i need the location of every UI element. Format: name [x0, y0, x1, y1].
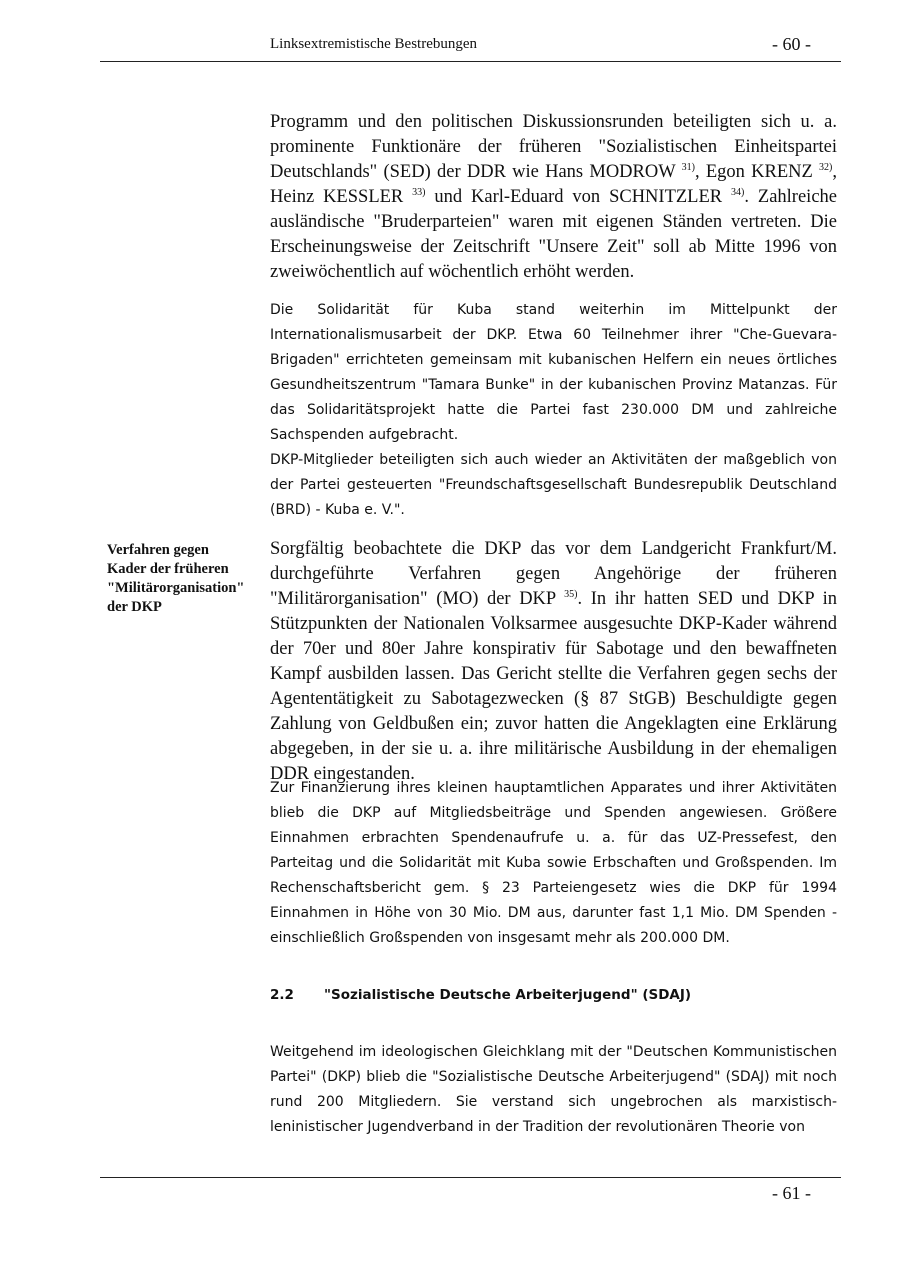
- footnote-ref: 32): [819, 162, 833, 173]
- header-rule: [100, 61, 841, 62]
- margin-note: Verfahren gegen Kader der früheren "Militärorganisation" der DKP: [107, 542, 245, 615]
- paragraph-finanzierung: Zur Finanzierung ihres kleinen hauptamtlichen Apparates und ihrer Aktivitäten blieb die DKP auf Mitgliedsbeiträge und Spenden angewiesen. Größere Einnahmen erbrachten Spendenaufrufe u. a. für das UZ-Pressefest, den Parteitag und die Solidarität mit Kuba sowie Erbschaften und Großspenden. Im Rechenschaftsbericht gem. § 23 Parteiengesetz wies die DKP für 1994 Einnahmen in Höhe von 30 Mio. DM aus, darunter fast 1,1 Mio. DM Spenden - einschließlich Großspenden von insgesamt mehr als 200.000 DM.: [270, 780, 837, 946]
- running-header-title: Linksextremistische Bestrebungen: [270, 36, 478, 52]
- paragraph-militaerorganisation: Sorgfältig beobachtete die DKP das vor dem Landgericht Frankfurt/M. durchgeführte Verfahren gegen Angehörige der früheren "Militärorganisation" (MO) der DKP $^{35)}$. In ihr hatten SED und DKP in Stützpunkten der Nationalen Volksarmee ausgesuchte DKP-Kader während der 70er und 80er Jahre konspirativ für Sabotage und den bewaffneten Kampf ausbilden lassen. Das Gericht stellte die Verfahren gegen sechs der Agententätigkeit zu Sabotagezwecken (§ 87 StGB) Beschuldigte gegen Zahlung von Geldbußen ein; zuvor hatten die Angeklagten eine Erklärung abgegeben, in der sie u. a. ihre militärische Ausbildung in der ehemaligen DDR eingestanden.: [270, 539, 837, 784]
- footnote-ref: 34): [731, 187, 745, 198]
- footnote-ref: 31): [681, 162, 695, 173]
- header-page-number: - 60 -: [772, 34, 811, 54]
- footer-page-number: - 61 -: [772, 1183, 811, 1203]
- paragraph-sdaj: Weitgehend im ideologischen Gleichklang mit der "Deutschen Kommunistischen Partei" (DKP) blieb die "Sozialistische Deutsche Arbeiterjugend" (SDAJ) mit noch rund 200 Mitgliedern. Sie verstand sich ungebrochen als marxistisch-leninistischer Jugendverband in der Tradition der revolutionären Theorie von: [270, 1044, 837, 1135]
- footnote-ref: 33): [412, 187, 426, 198]
- paragraph-freundschaftsgesellschaft: DKP-Mitglieder beteiligten sich auch wieder an Aktivitäten der maßgeblich von der Partei gesteuerten "Freundschaftsgesellschaft Bundesrepublik Deutschland (BRD) - Kuba e. V.".: [270, 452, 837, 518]
- section-number: 2.2: [270, 987, 294, 1003]
- section-title: "Sozialistische Deutsche Arbeiterjugend" (SDAJ): [324, 987, 692, 1003]
- footer-rule: [100, 1177, 841, 1178]
- section-heading: [270, 987, 691, 1003]
- footnote-ref: 35): [564, 589, 578, 600]
- paragraph-kuba-solidarity: Die Solidarität für Kuba stand weiterhin im Mittelpunkt der Internationalismusarbeit der DKP. Etwa 60 Teilnehmer ihrer "Che-Guevara-Brigaden" errichteten gemeinsam mit kubanischen Helfern ein neues örtliches Gesundheitszentrum "Tamara Bunke" in der kubanischen Provinz Matanzas. Für das Solidaritätsprojekt hatte die Partei fast 230.000 DM und zahlreiche Sachspenden aufgebracht.: [270, 302, 837, 443]
- paragraph-program: Programm und den politischen Diskussionsrunden beteiligten sich u. a. prominente Funktionäre der früheren "Sozialistischen Einheitspartei Deutschlands" (SED) der DDR wie Hans MODROW $^{31)}$, Egon KRENZ $^{32)}$, Heinz KESSLER $^{33)}$ und Karl-Eduard von SCHNITZLER $^{34)}$. Zahlreiche ausländische "Bruderparteien" waren mit eigenen Ständen vertreten. Die Erscheinungsweise der Zeitschrift "Unsere Zeit" soll ab Mitte 1996 von zweiwöchentlich auf wöchentlich erhöht werden.: [270, 112, 838, 282]
